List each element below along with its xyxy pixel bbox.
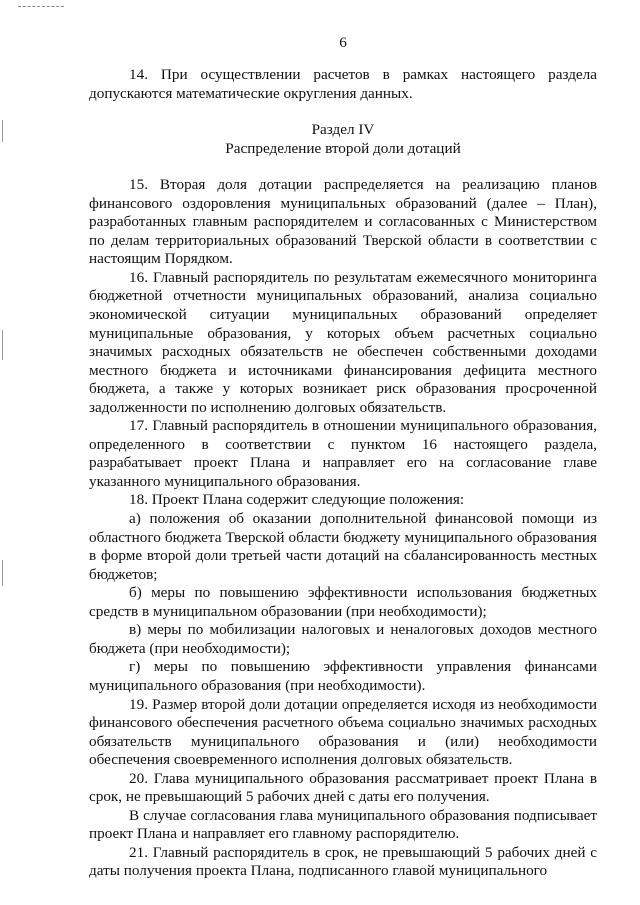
list-item-v: в) меры по мобилизации налоговых и неналоговых доходов местного бюджета (при необходимости); [89,621,597,657]
list-item-a: а) положения об оказании дополнительной финансовой помощи из областного бюджета Тверской области бюджету муниципального образования в форме второй доли третьей части дотаций на сбалансированность местных бюджетов; [89,510,597,583]
section-title: Распределение второй доли дотаций [225,139,461,157]
paragraph-18: 18. Проект Плана содержит следующие положения: [129,491,465,509]
scan-artifact-left [2,560,3,586]
paragraph-21: 21. Главный распорядитель в срок, не превышающий 5 рабочих дней с даты получения проекта Плана, подписанного главой муниципального [89,843,597,880]
paragraph-17: 17. Главный распорядитель в отношении муниципального образования, определенного в соответствии с пунктом 16 настоящего раздела, разрабатывает проект Плана и направляет его на согласование главе указанного муниципального образования. [89,417,597,490]
paragraph-14: 14. При осуществлении расчетов в рамках настоящего раздела допускаются математические округления данных. [89,66,597,102]
paragraph-16: 16. Главный распорядитель по результатам ежемесячного мониторинга бюджетной отчетности муниципальных образований, анализа социально экономической ситуации муниципальных образований определяет муниципальные образования, у которых объем расчетных социально значимых расходных обязательств не обеспечен собственными доходами местного бюджета и источниками финансирования дефицита местного бюджета, а также у которых возникает риск образования просроченной задолженности по исполнению долговых обязательств. [89,268,597,416]
list-item-b: б) меры по повышению эффективности использования бюджетных средств в муниципальном образовании (при необходимости); [89,584,597,620]
section-heading: Раздел IV [311,121,375,139]
paragraph-19: 19. Размер второй доли дотации определяется исходя из необходимости финансового обеспечения расчетного объема социально значимых расходных обязательств муниципального образования и (или) необходимости обеспечения своевременного исполнения долговых обязательств. [89,695,597,769]
document-page [89,28,597,881]
scan-artifact-left [2,120,3,142]
paragraph-15: 15. Вторая доля дотации распределяется на реализацию планов финансового оздоровления муниципальных образований (далее – План), разработанных главным распорядителем и согласованных с Министерством по делам территориальных образований Тверской области в соответствии с настоящим Порядком. [89,176,597,268]
list-item-g: г) меры по повышению эффективности управления финансами муниципального образования (при необходимости). [89,658,597,694]
scan-artifact-top [18,6,64,8]
scan-artifact-left [2,330,3,360]
page-number: 6 [339,34,347,51]
paragraph-20-continued: В случае согласования глава муниципального образования подписывает проект Плана и направляет его главному распорядителю. [89,806,597,843]
paragraph-20: 20. Глава муниципального образования рассматривает проект Плана в срок, не превышающий 5 рабочих дней с даты его получения. [89,769,597,806]
